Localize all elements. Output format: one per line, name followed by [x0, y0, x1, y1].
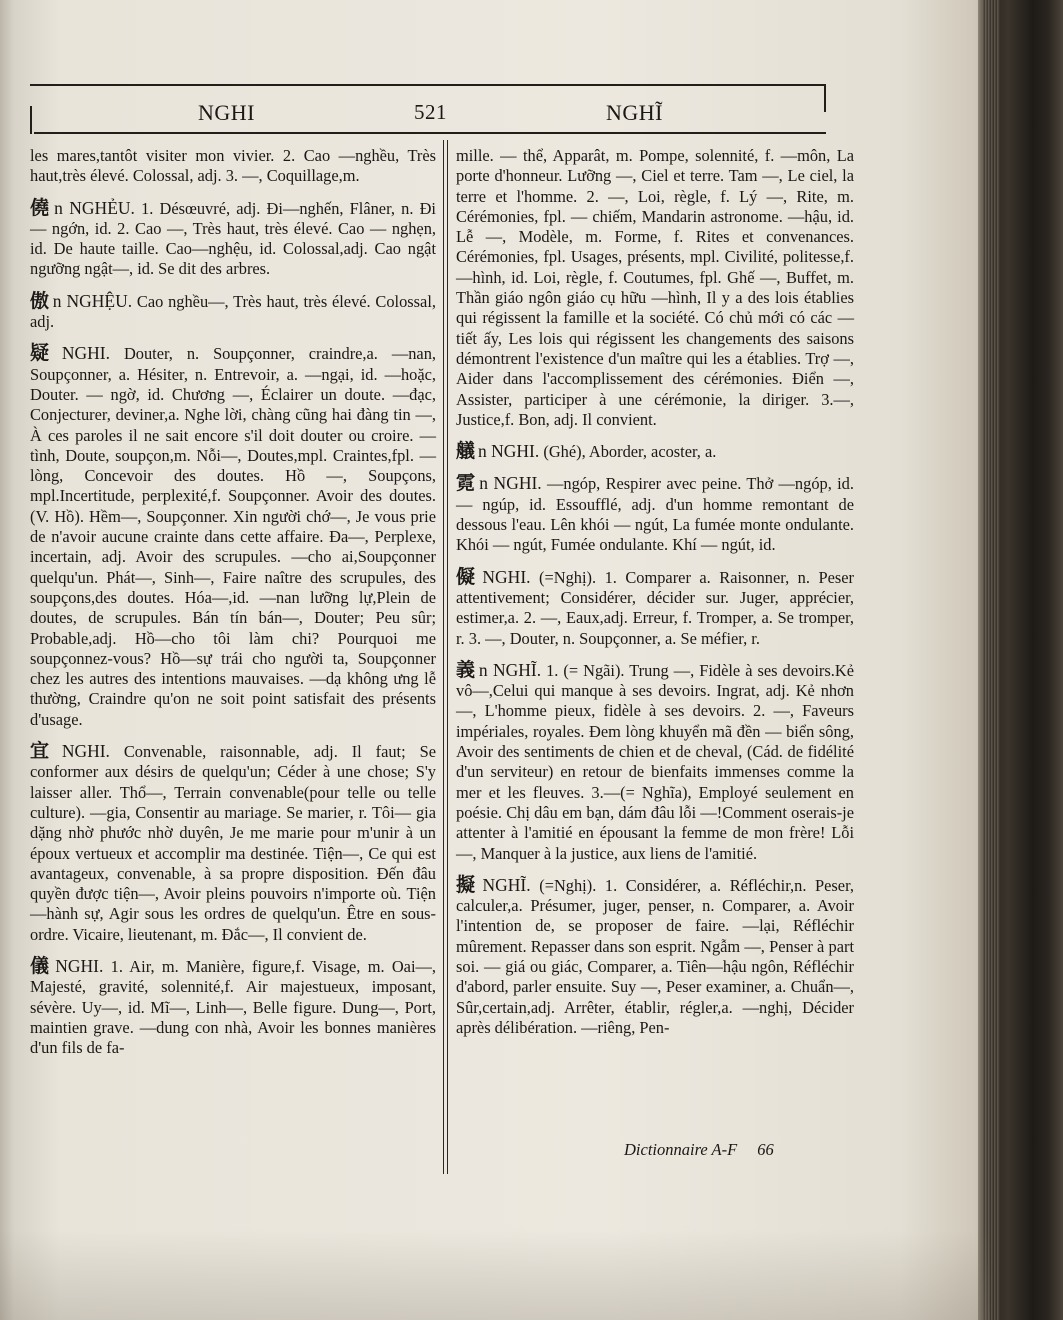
header-right-word: NGHĨ — [606, 100, 663, 125]
header-left-word: NGHI — [198, 100, 255, 125]
page-stack-edge — [982, 0, 1000, 1320]
entry-definition: Convenable, raisonnable, adj. Il faut; Se conformer aux désirs de quelqu'un; Céder à une chose; S'y laisser aller. Thổ—, Terrain convenable(pour telle ou telle culture). —gia, Consentir au mariage. Se marier, r. Tôi— gia dặng nhờ phước nhờ duyên, Je me marie pour m'unir à un époux vertueux et accomplir ma destinée. Tiện—, Ce qui est avantageux, convenable, à sa propre disposition. Đến đâu quyền được tiện—, Avoir pleins pouvoirs n'importe où. Tiện—hành sự, Agir sous les ordres de quelqu'un. Être en sous-ordre. Vicaire, lieutenant, m. Đắc—, Il convient de. — [30, 742, 436, 944]
header-top-rule — [30, 84, 826, 86]
entry-character: 霓 — [456, 472, 477, 495]
entry-character: 傲 — [30, 289, 50, 312]
printer-signature — [624, 1140, 774, 1160]
entry-definition: Cao nghều—, Très haut, très élevé. Colossal, adj. — [30, 291, 436, 332]
entry-definition: Douter, n. Soupçonner, craindre,a. —nan, Soupçonner, a. Hésiter, n. Entrevoir, a. —ngại, id. —hoặc, Douter. — ngờ, id. Chương —, Éclairer un doute. —đạc, Conjecturer, deviner,a. Nghe lời, chàng cũng hai đàng tin —, À ces paroles il ne sait encore s'il doit douter ou croire. —tình, Doute, soupçon,m. Nỗi—, Doutes,mpl. Craintes,fpl. —lòng, Concevoir des doutes. Hồ —, Soupçons, mpl.Incertitude, perplexité,f. Soupçonner. Avoir des doutes. (V. Hồ). Hềm—, Soupçonner. Xin người chớ—, Je vous prie de n'avoir aucune crainte dans cette affaire. Đa—, Perplexe, incertain, adj. Avoir des scrupules. —cho ai,Soupçonner quelqu'un. Phát—, Sinh—, Faire naître des scrupules, des soupçons,des doutes. Hóa—,id. —nan lưỡng lự,Plein de doutes, de scrupules. Bán tín bán—, Douter; Peu sûr; Probable,adj. Hồ—cho tôi làm chi? Pourquoi me soupçonnez-vous? Hồ—sự trái cho người ta, Soupçonner chez les autres des intentions mauvaises. —dạ không ưng lễ thường, Craindre qu'on ne soit point satisfait des présents d'usage. — [30, 344, 436, 729]
entry-character: 艤 — [456, 440, 476, 463]
entry-character: 義 — [456, 658, 476, 681]
entry-character: 宜 — [30, 740, 59, 763]
entry-headword: NGHĨ. — [482, 874, 531, 895]
sheet-number: 66 — [757, 1140, 774, 1159]
entry-headword: n NGHI. — [478, 441, 540, 462]
entry-headword: NGHI. — [61, 741, 110, 762]
entry-character: 儀 — [30, 954, 53, 977]
entry-character: 僥 — [30, 196, 52, 219]
left-column — [30, 146, 436, 1058]
dictionary-entry — [456, 441, 854, 462]
entry-character: 擬 — [456, 873, 480, 896]
column-divider — [443, 140, 444, 1174]
right-column — [456, 146, 854, 1038]
entry-definition: 1. Désœuvré, adj. Đi—nghến, Flâner, n. Đi — ngớn, id. 2. Cao —, Très haut, très élevé. Cao — nghẹn, id. De haute taille. Cao—nghệu, id. Colossal,adj. Cao ngật ngưỡng ngật—, id. Se dit des arbres. — [30, 198, 436, 279]
entry-headword: NGHI. — [61, 343, 110, 364]
dictionary-entry — [456, 875, 854, 1038]
dictionary-entry — [30, 291, 436, 333]
dictionary-entry — [456, 567, 854, 649]
continuation-text: les mares,tantôt visiter mon vivier. 2. Cao —nghều, Très haut,très élevé. Colossal, adj. 3. —, Coquillage,m. — [30, 146, 436, 186]
dictionary-entry — [30, 198, 436, 280]
signature-text: Dictionnaire A-F — [624, 1140, 738, 1159]
dictionary-entry — [456, 660, 854, 864]
entry-headword: NGHI. — [55, 955, 104, 976]
entry-headword: n NGHỆU. — [52, 290, 133, 311]
header-bottom-rule — [34, 132, 826, 134]
entry-definition: (Ghé), Aborder, acoster, a. — [543, 442, 717, 462]
header-right-bar — [824, 84, 826, 112]
continuation-text: mille. — thể, Apparât, m. Pompe, solennité, f. —môn, La porte d'honneur. Lưỡng —, Ciel et terre. Tam —, Le ciel, la terre et l'homme. 2. —, Loi, règle, f. Lý —, Rite, m. Cérémonies, fpl. — chiếm, Mandarin astronome. —hậu, id. Lễ —, Modèle, m. Forme, f. Rites et convenances. Cérémonies, fpl. Usages, présents, mpl. Civilité, politesse,f. —hình, id. Loi, règle, f. Coutumes, fpl. Ghế —, Buffet, m. Thần giáo ngôn giáo cụ hữu —hình, Il y a des lois établies qui régissent la famille et la société. Có chủ mới có các — tiết ấy, Les lois qui régissent les changements des saisons démontrent l'existence d'un maître qui les a établies. Trợ —, Aider dans l'accomplissement des cérémonies. Điển —, Assister, participer à une cérémonie, la diriger. 3.—, Justice,f. Bon, adj. Il convient. — [456, 146, 854, 429]
bottom-shadow — [0, 1230, 990, 1320]
entry-headword: n NGHI. — [479, 473, 542, 494]
entry-definition: (=Nghị). 1. Comparer a. Raisonner, n. Peser attentivement; Considérer, décider sur. Juger, apprécier, estimer,a. 2. —, Eaux,adj. Erreur, f. Tromper, a. Se tromper, r. 3. —, Douter, n. Soupçonner, a. Se méfier, r. — [456, 567, 854, 648]
dictionary-entry — [30, 956, 436, 1058]
page-number: 521 — [414, 100, 447, 124]
dictionary-entry — [456, 473, 854, 555]
entry-character: 儗 — [456, 565, 480, 588]
running-header — [30, 84, 826, 136]
entry-definition: 1. (= Ngãi). Trung —, Fidèle à ses devoirs.Kẻ vô—,Celui qui manque à ses devoirs. Ingrat, adj. Kẻ nhơn —, L'homme pieux, fidèle à ses devoirs. 2. —, Faveurs impériales, royales. Đem lòng khuyển mã đền — biển sông, Avoir des sentiments de chien et de cheval, (Cád. de fidélité d'un serviteur) en retour de bienfaits immenses comme la mer et les fleuves. 3.—(= Nghĩa), Employé seulement en poésie. Chị dâu em bạn, dám đâu lỗi —!Comment oserais-je attenter à l'amitié en épousant la femme de mon frère! Lỗi —, Manquer à la justice, aux liens de l'amitié. — [456, 660, 854, 863]
header-left-bar — [30, 106, 32, 134]
entry-definition: (=Nghị). 1. Considérer, a. Réfléchir,n. Peser, calculer,a. Présumer, juger, penser, n. Comparer, a. Avoir l'intention de, se proposer de faire. —lại, Réfléchir mûrement. Repasser dans son esprit. Ngẫm —, Penser à part soi. — giá ou giác, Comparer, a. Tiên—hậu ngôn, Réfléchir d'abord, parler ensuite. Suy —, Peser examiner, a. Chuẩn—, Sûr,certain,adj. Arrêter, établir, régler,a. —nghị, Décider après délibération. —riêng, Pen- — [456, 875, 854, 1037]
entry-definition: 1. Air, m. Manière, figure,f. Visage, m. Oai—, Majesté, gravité, solennité,f. Air majestueux, imposant, sévère. Uy—, id. Mĩ—, Linh—, Belle figure. Dung—, Port, maintien grave. —dung con nhà, Avoir les bonnes manières d'un fils de fa- — [30, 956, 436, 1058]
entry-character: 疑 — [30, 342, 59, 365]
entry-headword: n NGHĨ. — [478, 659, 542, 680]
entry-headword: n NGHẺU. — [54, 197, 135, 218]
entry-definition: —ngóp, Respirer avec peine. Thở —ngóp, id.— ngúp, id. Essoufflé, adj. d'un homme remontant de dessous l'eau. Lên khói — ngút, La fumée monte ondulante. Khói — ngút, Fumée ondulante. Khí — ngút, id. — [456, 474, 854, 555]
column-divider-second — [447, 140, 448, 1174]
dictionary-entry — [30, 343, 436, 730]
dictionary-entry — [30, 741, 436, 945]
entry-headword: NGHI. — [482, 566, 531, 587]
